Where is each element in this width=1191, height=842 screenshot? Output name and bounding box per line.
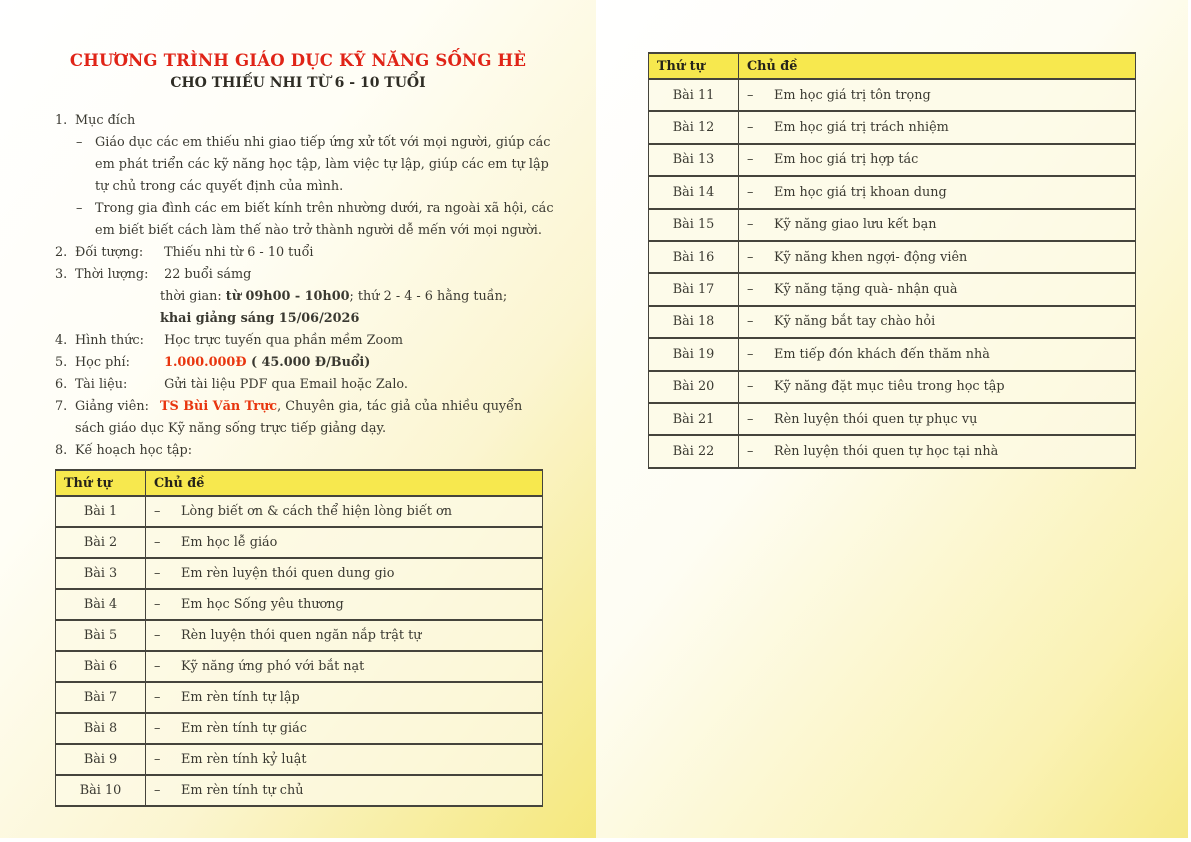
item-number: 3. (55, 267, 68, 282)
lesson-number-cell: Bài 10 (56, 775, 146, 806)
table-row (649, 338, 1136, 370)
item-number: 7. (55, 399, 68, 414)
table-row (56, 651, 543, 682)
topic-text: Rèn luyện thói quen tự học tại nhà (774, 443, 999, 459)
dash-icon: – (154, 721, 161, 736)
dash-icon: – (154, 566, 161, 581)
lesson-number-cell: Bài 7 (56, 682, 146, 713)
item-number: 1. (55, 113, 68, 128)
table-header-row (56, 470, 543, 496)
table-row (649, 111, 1136, 143)
item-number: 2. (55, 245, 68, 260)
dash-icon: – (154, 535, 161, 550)
lesson-number-cell: Bài 4 (56, 589, 146, 620)
item-label: Giảng viên: (75, 399, 149, 414)
header-order: Thứ tự (56, 470, 146, 496)
topic-text: Kỹ năng tặng quà- nhận quà (774, 282, 958, 298)
topic-text: Kỹ năng bắt tay chào hỏi (774, 314, 936, 330)
instructor-description: , Chuyên gia, tác giả của nhiều quyển sách giáo dục Kỹ năng sống trực tiếp giảng dạy. (75, 399, 523, 436)
dash-icon: – (747, 152, 754, 168)
duration-schedule-line (0, 286, 596, 308)
list-item-purpose (0, 110, 596, 132)
topic-cell (739, 435, 1136, 467)
table-header-row (649, 53, 1136, 79)
table-row (56, 589, 543, 620)
item-label: Đối tượng: (75, 245, 144, 260)
table-row (649, 241, 1136, 273)
topic-cell (739, 403, 1136, 435)
topic-cell (739, 273, 1136, 305)
topic-cell (146, 713, 543, 744)
item-label: Học phí: (75, 355, 130, 370)
table-row (649, 403, 1136, 435)
lesson-number-cell: Bài 9 (56, 744, 146, 775)
table-row (56, 527, 543, 558)
bullet-text: Giáo dục các em thiếu nhi giao tiếp ứng xử tốt với mọi người, giúp các em phát triển các kỹ năng học tập, làm việc tự lập, giúp các em tự lập tự chủ trong các quyết định của mình. (95, 135, 551, 194)
topic-cell (739, 176, 1136, 208)
topic-cell (146, 589, 543, 620)
lesson-number-cell: Bài 8 (56, 713, 146, 744)
fee-per-session: ( 45.000 Đ/Buổi) (246, 355, 371, 370)
topic-cell (739, 371, 1136, 403)
topic-text: Em học giá trị tôn trọng (774, 87, 931, 103)
schedule-days: ; thứ 2 - 4 - 6 hằng tuần; (349, 289, 508, 304)
opening-date-line: khai giảng sáng 15/06/2026 (160, 311, 360, 326)
dash-icon: – (76, 135, 83, 150)
lesson-number-cell: Bài 5 (56, 620, 146, 651)
table-row (56, 713, 543, 744)
header-order: Thứ tự (649, 53, 739, 79)
topic-text: Em học Sống yêu thương (181, 597, 344, 612)
table-row (56, 775, 543, 806)
topic-text: Em rèn tính tự giác (181, 721, 307, 736)
table-row (56, 744, 543, 775)
lesson-number-cell: Bài 18 (649, 306, 739, 338)
topic-cell (146, 651, 543, 682)
item-label: Kế hoạch học tập: (75, 443, 193, 458)
table-row (649, 273, 1136, 305)
table-row (649, 79, 1136, 111)
lesson-table-11-22 (648, 52, 1136, 469)
table-row (649, 209, 1136, 241)
purpose-bullet-1 (0, 132, 596, 198)
item-value: 22 buổi sámg (164, 267, 252, 282)
dash-icon: – (747, 282, 754, 298)
dash-icon: – (747, 411, 754, 427)
topic-cell (739, 241, 1136, 273)
dash-icon: – (747, 443, 754, 459)
list-item-duration (0, 264, 596, 286)
fee-amount: 1.000.000Đ (164, 355, 247, 370)
topic-cell (146, 558, 543, 589)
item-label: Tài liệu: (75, 377, 128, 392)
schedule-time: từ 09h00 - 10h00 (225, 289, 350, 304)
topic-text: Em rèn tính kỷ luật (181, 752, 307, 767)
dash-icon: – (154, 690, 161, 705)
lesson-number-cell: Bài 19 (649, 338, 739, 370)
topic-text: Rèn luyện thói quen ngăn nắp trật tự (181, 628, 422, 643)
item-number: 6. (55, 377, 68, 392)
table-row (649, 176, 1136, 208)
lesson-number-cell: Bài 20 (649, 371, 739, 403)
topic-cell (146, 496, 543, 527)
doc-title: CHƯƠNG TRÌNH GIÁO DỤC KỸ NĂNG SỐNG HÈ (69, 51, 527, 70)
dash-icon: – (154, 628, 161, 643)
list-item-audience (0, 242, 596, 264)
table-row (56, 558, 543, 589)
item-number: 5. (55, 355, 68, 370)
dash-icon: – (154, 597, 161, 612)
dash-icon: – (747, 314, 754, 330)
topic-text: Em học giá trị trách nhiệm (774, 120, 949, 136)
topic-cell (146, 620, 543, 651)
topic-cell (739, 209, 1136, 241)
dash-icon: – (747, 184, 754, 200)
topic-text: Lòng biết ơn & cách thể hiện lòng biết ơn (181, 504, 452, 519)
lesson-number-cell: Bài 11 (649, 79, 739, 111)
topic-text: Kỹ năng đặt mục tiêu trong học tập (774, 379, 1005, 395)
info-list (0, 110, 596, 462)
lesson-number-cell: Bài 2 (56, 527, 146, 558)
dash-icon: – (154, 504, 161, 519)
item-label: Thời lượng: (75, 267, 149, 282)
schedule-prefix: thời gian: (160, 289, 226, 304)
list-item-instructor (0, 396, 596, 440)
lesson-number-cell: Bài 13 (649, 144, 739, 176)
dash-icon: – (747, 120, 754, 136)
table-row (649, 144, 1136, 176)
item-label: Hình thức: (75, 333, 144, 348)
topic-cell (146, 682, 543, 713)
topic-cell (146, 527, 543, 558)
dash-icon: – (747, 346, 754, 362)
dash-icon: – (747, 87, 754, 103)
topic-cell (146, 744, 543, 775)
table-row (56, 620, 543, 651)
item-label: Mục đích (75, 113, 136, 128)
topic-text: Em rèn tính tự lập (181, 690, 300, 705)
dash-icon: – (76, 201, 83, 216)
lesson-number-cell: Bài 3 (56, 558, 146, 589)
list-item-fee (0, 352, 596, 374)
item-value: Thiếu nhi từ 6 - 10 tuổi (164, 245, 314, 260)
page-2 (596, 0, 1188, 838)
dash-icon: – (747, 379, 754, 395)
item-value: Gửi tài liệu PDF qua Email hoặc Zalo. (164, 377, 408, 392)
lesson-number-cell: Bài 17 (649, 273, 739, 305)
topic-cell (739, 338, 1136, 370)
topic-cell (739, 306, 1136, 338)
lesson-number-cell: Bài 1 (56, 496, 146, 527)
list-item-materials (0, 374, 596, 396)
topic-cell (739, 79, 1136, 111)
lesson-number-cell: Bài 21 (649, 403, 739, 435)
dash-icon: – (747, 249, 754, 265)
topic-text: Kỹ năng giao lưu kết bạn (774, 217, 937, 233)
instructor-name: TS Bùi Văn Trực (160, 399, 278, 414)
lesson-number-cell: Bài 16 (649, 241, 739, 273)
topic-text: Rèn luyện thói quen tự phục vụ (774, 411, 978, 427)
table-row (56, 682, 543, 713)
table-row (649, 435, 1136, 467)
topic-text: Em tiếp đón khách đến thăm nhà (774, 346, 990, 362)
dash-icon: – (154, 783, 161, 798)
item-value: Học trực tuyến qua phần mềm Zoom (164, 333, 404, 348)
topic-text: Em rèn luyện thói quen dung gio (181, 566, 395, 581)
topic-text: Em học giá trị khoan dung (774, 184, 947, 200)
list-item-study-plan (0, 440, 596, 462)
page-1 (0, 0, 596, 838)
topic-cell (739, 144, 1136, 176)
dash-icon: – (747, 217, 754, 233)
dash-icon: – (154, 752, 161, 767)
topic-text: Kỹ năng ứng phó với bắt nạt (181, 659, 365, 674)
header-topic: Chủ đề (739, 53, 1136, 79)
doc-subtitle: CHO THIẾU NHI TỪ 6 - 10 TUỔI (170, 75, 426, 91)
item-number: 4. (55, 333, 68, 348)
topic-text: Em rèn tính tự chủ (181, 783, 304, 798)
table-row (56, 496, 543, 527)
topic-text: Kỹ năng khen ngợi- động viên (774, 249, 968, 265)
topic-text: Em hoc giá trị hợp tác (774, 152, 919, 168)
topic-text: Em học lễ giáo (181, 535, 278, 550)
topic-cell (739, 111, 1136, 143)
list-item-format (0, 330, 596, 352)
lesson-number-cell: Bài 14 (649, 176, 739, 208)
lesson-number-cell: Bài 12 (649, 111, 739, 143)
topic-cell (146, 775, 543, 806)
lesson-table-1-10 (55, 469, 543, 807)
lesson-number-cell: Bài 15 (649, 209, 739, 241)
lesson-number-cell: Bài 22 (649, 435, 739, 467)
table-row (649, 306, 1136, 338)
dash-icon: – (154, 659, 161, 674)
purpose-bullet-2 (0, 198, 596, 242)
header-topic: Chủ đề (146, 470, 543, 496)
item-number: 8. (55, 443, 68, 458)
table-row (649, 371, 1136, 403)
lesson-number-cell: Bài 6 (56, 651, 146, 682)
bullet-text: Trong gia đình các em biết kính trên nhường dưới, ra ngoài xã hội, các em biết biết cách làm thế nào trở thành người dễ mến với mọi người. (95, 201, 554, 238)
